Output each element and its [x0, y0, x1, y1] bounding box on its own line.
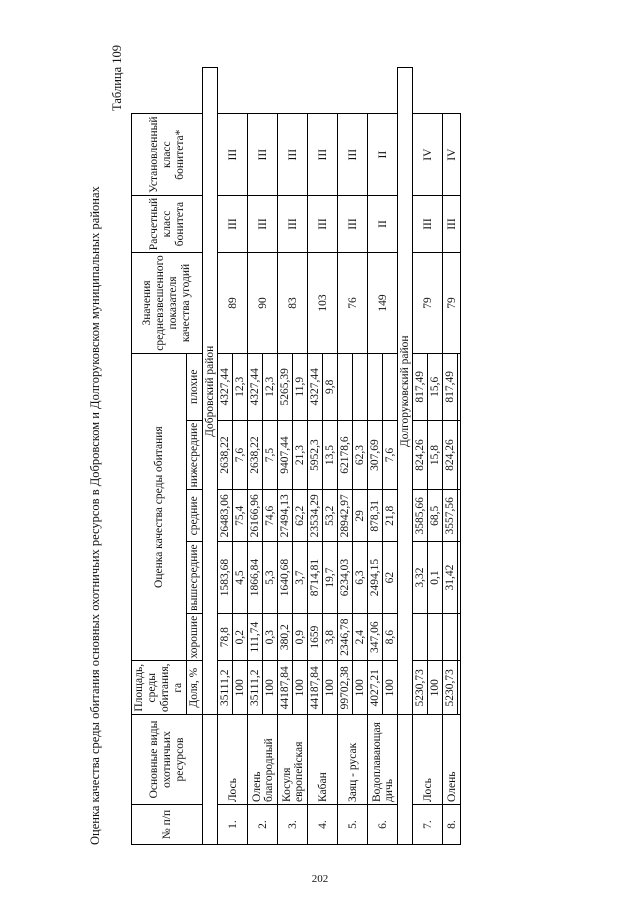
table-caption: Таблица 109 [110, 45, 124, 111]
header-above: вышесредние [187, 542, 203, 613]
species-name: Лось [218, 715, 248, 805]
poor-area-value [338, 353, 353, 420]
calc-class-value: III [248, 195, 278, 252]
row-number: 7. [413, 805, 443, 845]
below-percent-value: 7,6 [233, 420, 248, 490]
poor-percent-value: 9,8 [323, 353, 338, 420]
good-area-value: 347,06 [368, 613, 383, 661]
poor-area-value [368, 353, 383, 420]
share-value: 100 [323, 661, 338, 715]
table-row [413, 68, 428, 845]
average-percent-value [458, 490, 461, 542]
header-set-class: Установленный класс бонитета* [132, 114, 203, 195]
average-percent-value: 75,4 [233, 490, 248, 542]
calc-class-value: III [338, 195, 368, 252]
region-row-spacer [398, 715, 413, 845]
avg-index-value: 149 [368, 253, 398, 354]
poor-percent-value [383, 353, 398, 420]
species-name: Олень благородный [248, 715, 278, 805]
good-percent-value: 3,8 [323, 613, 338, 661]
area-value: 5230,73 [413, 661, 428, 715]
header-poor: плохие [187, 353, 203, 420]
calc-class-value: III [443, 195, 461, 252]
region-label: Долгоруковский район [398, 68, 413, 715]
above-percent-value: 19,7 [323, 542, 338, 613]
average-percent-value: 62,2 [293, 490, 308, 542]
share-value: 100 [293, 661, 308, 715]
above-percent-value: 6,3 [353, 542, 368, 613]
below-area-value: 9407,44 [278, 420, 293, 490]
species-name: Олень [443, 715, 461, 805]
below-area-value: 824,26 [443, 420, 458, 490]
table-row [248, 68, 263, 845]
table-row [443, 68, 458, 845]
good-area-value [443, 613, 458, 661]
header-below: нижесредние [187, 420, 203, 490]
above-area-value: 8714,81 [308, 542, 323, 613]
above-percent-value: 3,7 [293, 542, 308, 613]
set-class-value: IV [443, 114, 461, 195]
species-name: Водоплавающая дичь [368, 715, 398, 805]
species-name: Кабан [308, 715, 338, 805]
species-name: Заяц - русак [338, 715, 368, 805]
poor-area-value: 4327,44 [218, 353, 233, 420]
above-area-value: 1640,68 [278, 542, 293, 613]
good-percent-value: 2,4 [353, 613, 368, 661]
header-avg-index: Значения средневзвешенного показателя качества угодий [132, 253, 203, 354]
set-class-value: II [368, 114, 398, 195]
area-value: 35111,2 [218, 661, 233, 715]
avg-index-value: 76 [338, 253, 368, 354]
above-area-value: 6234,03 [338, 542, 353, 613]
calc-class-value: III [308, 195, 338, 252]
average-area-value: 878,31 [368, 490, 383, 542]
row-number: 2. [248, 805, 278, 845]
above-area-value: 1583,68 [218, 542, 233, 613]
good-percent-value: 8,6 [383, 613, 398, 661]
good-percent-value: 0,3 [263, 613, 278, 661]
calc-class-value: III [278, 195, 308, 252]
average-percent-value: 68,5 [428, 490, 443, 542]
good-percent-value: 0,9 [293, 613, 308, 661]
average-percent-value: 74,6 [263, 490, 278, 542]
header-calc-class: Расчетный класс бонитета [132, 195, 203, 252]
region-row-spacer [203, 715, 218, 845]
set-class-value: IV [413, 114, 443, 195]
poor-percent-value: 15,6 [428, 353, 443, 420]
above-percent-value: 5,3 [263, 542, 278, 613]
share-value: 100 [353, 661, 368, 715]
rotated-page-content [88, 45, 558, 845]
header-average: средние [187, 490, 203, 542]
area-value: 99702,38 [338, 661, 353, 715]
good-area-value: 78,8 [218, 613, 233, 661]
habitat-quality-table [131, 68, 461, 846]
poor-percent-value [458, 353, 461, 420]
below-percent-value: 15,8 [428, 420, 443, 490]
below-area-value: 2638,22 [248, 420, 263, 490]
row-number: 6. [368, 805, 398, 845]
average-percent-value: 21,8 [383, 490, 398, 542]
above-area-value: 2494,15 [368, 542, 383, 613]
area-value: 44187,84 [278, 661, 293, 715]
average-area-value: 3557,56 [443, 490, 458, 542]
average-area-value: 23534,29 [308, 490, 323, 542]
avg-index-value: 79 [443, 253, 461, 354]
good-percent-value [428, 613, 443, 661]
set-class-value: III [308, 114, 338, 195]
region-label: Добровский район [203, 68, 218, 715]
below-percent-value: 7,6 [383, 420, 398, 490]
area-value: 5230,73 [443, 661, 458, 715]
below-area-value: 2638,22 [218, 420, 233, 490]
area-value: 44187,84 [308, 661, 323, 715]
region-row [203, 68, 218, 845]
below-percent-value: 62,3 [353, 420, 368, 490]
average-percent-value: 53,2 [323, 490, 338, 542]
header-quality: Оценка качества среды обитания [132, 353, 187, 661]
good-percent-value: 0,2 [233, 613, 248, 661]
table-row [308, 68, 323, 845]
calc-class-value: III [413, 195, 443, 252]
poor-percent-value [353, 353, 368, 420]
set-class-value: III [338, 114, 368, 195]
poor-area-value: 817,49 [443, 353, 458, 420]
average-area-value: 28942,97 [338, 490, 353, 542]
poor-percent-value: 11,9 [293, 353, 308, 420]
below-percent-value: 13,5 [323, 420, 338, 490]
poor-area-value: 817,49 [413, 353, 428, 420]
header-area: Площадь, среды обитания, га [132, 661, 187, 715]
below-area-value: 62178,6 [338, 420, 353, 490]
document-title: Оценка качества среды обитания основных охотничьих ресурсов в Добровском и Долгоруковском муниципальных районах [88, 186, 102, 845]
good-area-value: 380,2 [278, 613, 293, 661]
region-row [398, 68, 413, 845]
header-species: Основные виды охотничьих ресурсов [132, 715, 203, 805]
below-percent-value: 21,3 [293, 420, 308, 490]
good-area-value: 1659 [308, 613, 323, 661]
share-value [458, 661, 461, 715]
share-value: 100 [263, 661, 278, 715]
poor-area-value: 4327,44 [308, 353, 323, 420]
good-area-value: 2346,78 [338, 613, 353, 661]
species-name: Косуля европейская [278, 715, 308, 805]
table-row [368, 68, 383, 845]
good-area-value: 111,74 [248, 613, 263, 661]
below-percent-value [458, 420, 461, 490]
avg-index-value: 79 [413, 253, 443, 354]
above-percent-value: 62 [383, 542, 398, 613]
set-class-value: III [218, 114, 248, 195]
above-percent-value: 4,5 [233, 542, 248, 613]
calc-class-value: II [368, 195, 398, 252]
below-percent-value: 7,5 [263, 420, 278, 490]
row-number: 1. [218, 805, 248, 845]
header-share: Доля, % [187, 661, 203, 715]
poor-percent-value: 12,3 [263, 353, 278, 420]
avg-index-value: 89 [218, 253, 248, 354]
average-area-value: 3585,66 [413, 490, 428, 542]
average-area-value: 26483,06 [218, 490, 233, 542]
above-percent-value: 0,1 [428, 542, 443, 613]
above-area-value: 3,32 [413, 542, 428, 613]
calc-class-value: III [218, 195, 248, 252]
avg-index-value: 90 [248, 253, 278, 354]
area-value: 35111,2 [248, 661, 263, 715]
row-number: 4. [308, 805, 338, 845]
table-row [338, 68, 353, 845]
table-row [278, 68, 293, 845]
poor-area-value: 4327,44 [248, 353, 263, 420]
avg-index-value: 83 [278, 253, 308, 354]
header-good: хорошие [187, 613, 203, 661]
below-area-value: 307,69 [368, 420, 383, 490]
set-class-value: III [248, 114, 278, 195]
row-number: 5. [338, 805, 368, 845]
avg-index-value: 103 [308, 253, 338, 354]
above-percent-value [458, 542, 461, 613]
area-value: 4027,21 [368, 661, 383, 715]
table-row [218, 68, 233, 845]
above-area-value: 31,42 [443, 542, 458, 613]
poor-percent-value: 12,3 [233, 353, 248, 420]
row-number: 8. [443, 805, 461, 845]
row-number: 3. [278, 805, 308, 845]
below-area-value: 824,26 [413, 420, 428, 490]
species-name: Лось [413, 715, 443, 805]
above-area-value: 1866,84 [248, 542, 263, 613]
below-area-value: 5952,3 [308, 420, 323, 490]
share-value: 100 [428, 661, 443, 715]
share-value: 100 [233, 661, 248, 715]
set-class-value: III [278, 114, 308, 195]
share-value: 100 [383, 661, 398, 715]
average-area-value: 27494,13 [278, 490, 293, 542]
header-num: № п/п [132, 805, 203, 845]
average-area-value: 26166,96 [248, 490, 263, 542]
good-area-value [413, 613, 428, 661]
good-percent-value [458, 613, 461, 661]
average-percent-value: 29 [353, 490, 368, 542]
page-number: 202 [311, 873, 329, 885]
poor-area-value: 5265,39 [278, 353, 293, 420]
